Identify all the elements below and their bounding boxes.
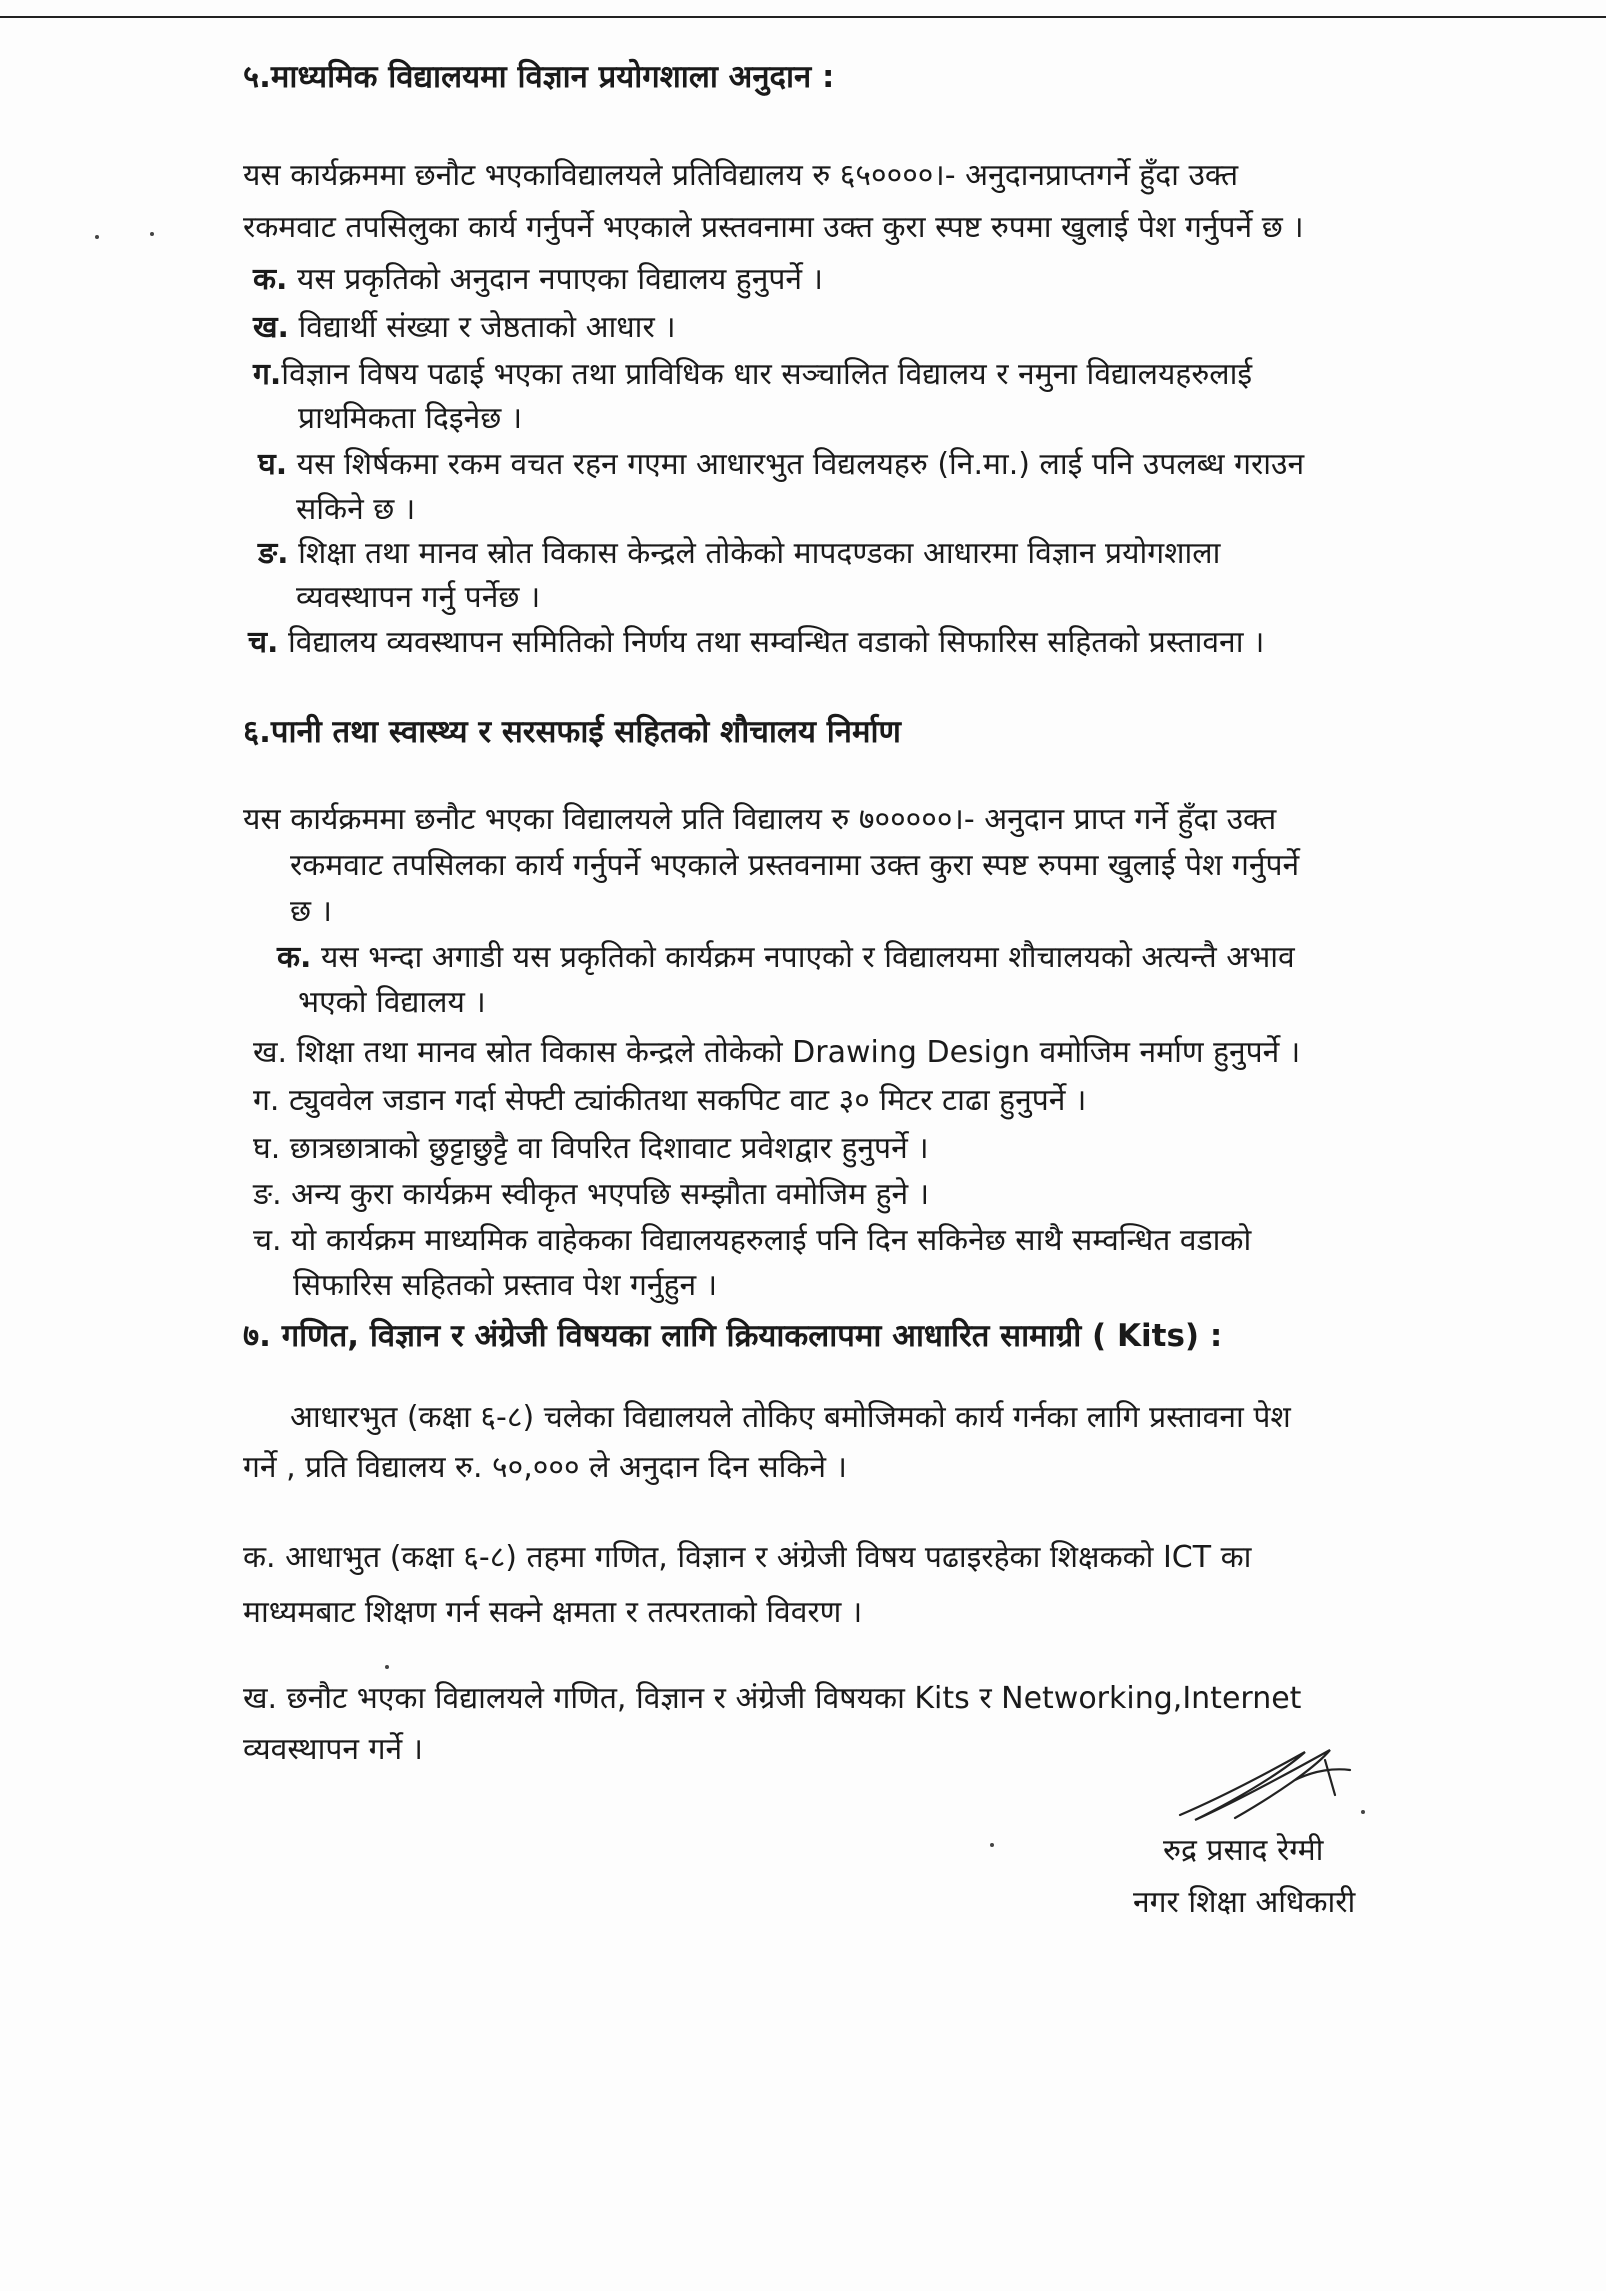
item-marker: क. <box>277 940 312 975</box>
signatory-title: नगर शिक्षा अधिकारी <box>1133 1885 1356 1920</box>
section-6-intro-line-2: रकमवाट तपसिलका कार्य गर्नुपर्ने भएकाले प्रस्तवनामा उक्त कुरा स्पष्ट रुपमा खुलाई पेश गर्नुपर्ने <box>290 848 1300 883</box>
scan-speck <box>1361 1810 1365 1814</box>
item-text: शिक्षा तथा मानव स्रोत विकास केन्द्रले तोकेको मापदण्डका आधारमा विज्ञान प्रयोगशाला <box>298 536 1221 571</box>
section-6-item-ka-cont: भएको विद्यालय । <box>298 985 486 1020</box>
item-text: विज्ञान विषय पढाई भएका तथा प्राविधिक धार सञ्चालित विद्यालय र नमुना विद्यालयहरुलाई <box>281 357 1253 392</box>
section-7-item-ka-cont: माध्यमबाट शिक्षण गर्न सक्ने क्षमता र तत्परताको विवरण । <box>243 1595 863 1630</box>
item-marker: ङ. <box>258 536 289 571</box>
section-7-intro-line-1: आधारभुत (कक्षा ६-८) चलेका विद्यालयले तोकिए बमोजिमको कार्य गर्नका लागि प्रस्तावना पेश <box>290 1400 1291 1435</box>
section-6-heading: ६.पानी तथा स्वास्थ्य र सरसफाई सहितको शौचालय निर्माण <box>243 714 901 750</box>
section-6-item-kha: ख. शिक्षा तथा मानव स्रोत विकास केन्द्रले तोकेको Drawing Design वमोजिम नर्माण हुनुपर्ने । <box>253 1035 1301 1070</box>
scan-speck <box>95 235 99 239</box>
section-5-item-gha <box>258 442 1304 488</box>
item-text: विद्यालय व्यवस्थापन समितिको निर्णय तथा सम्वन्धित वडाको सिफारिस सहितको प्रस्तावना । <box>288 625 1265 660</box>
section-6-item-cha-cont: सिफारिस सहितको प्रस्ताव पेश गर्नुहुन । <box>293 1268 718 1303</box>
section-5-item-ga <box>253 352 1252 398</box>
section-6-item-gha: घ. छात्रछात्राको छुट्टाछुट्टै वा विपरित दिशावाट प्रवेशद्वार हुनुपर्ने । <box>253 1131 929 1166</box>
section-5-item-gha-cont: सकिने छ । <box>296 492 416 527</box>
section-6-intro-line-3: छ । <box>290 894 332 929</box>
section-7-item-ka: क. आधाभुत (कक्षा ६-८) तहमा गणित, विज्ञान र अंग्रेजी विषय पढाइरहेका शिक्षकको ICT का <box>243 1540 1252 1575</box>
section-5-heading: ५.माध्यमिक विद्यालयमा विज्ञान प्रयोगशाला अनुदान : <box>243 59 835 95</box>
section-5-item-nga <box>258 531 1220 577</box>
section-6-item-ka <box>277 935 1295 981</box>
handwritten-signature <box>1175 1740 1375 1830</box>
item-text: यस शिर्षकमा रकम वचत रहन गएमा आधारभुत विद्यलयहरु (नि.मा.) लाई पनि उपलब्ध गराउन <box>296 447 1305 482</box>
item-marker: घ. <box>258 447 288 482</box>
section-7-item-kha: ख. छनौट भएका विद्यालयले गणित, विज्ञान र अंग्रेजी विषयका Kits र Networking,Internet <box>243 1681 1302 1716</box>
section-6-item-cha: च. यो कार्यक्रम माध्यमिक वाहेकका विद्यालयहरुलाई पनि दिन सकिनेछ साथै सम्वन्धित वडाको <box>253 1223 1252 1258</box>
section-5-item-cha <box>248 620 1264 666</box>
scan-speck <box>385 1665 389 1669</box>
section-7-heading: ७. गणित, विज्ञान र अंग्रेजी विषयका लागि क्रियाकलापमा आधारित सामाग्री ( Kits) : <box>243 1318 1223 1354</box>
item-marker: ग. <box>253 357 282 392</box>
scan-speck <box>150 232 154 236</box>
section-7-item-kha-cont: व्यवस्थापन गर्ने । <box>243 1732 424 1767</box>
section-5-intro-line-1: यस कार्यक्रममा छनौट भएकाविद्यालयले प्रतिविद्यालय रु ६५००००।- अनुदानप्राप्तगर्ने हुँदा उक्त <box>243 158 1239 193</box>
item-text: यस भन्दा अगाडी यस प्रकृतिको कार्यक्रम नपाएको र विद्यालयमा शौचालयको अत्यन्तै अभाव <box>320 940 1295 975</box>
section-5-intro-line-2: रकमवाट तपसिलुका कार्य गर्नुपर्ने भएकाले प्रस्तवनामा उक्त कुरा स्पष्ट रुपमा खुलाई पेश गर्नुपर्ने छ । <box>243 210 1304 245</box>
item-text: यस प्रकृतिको अनुदान नपाएका विद्यालय हुनुपर्ने । <box>296 262 823 297</box>
section-7-intro-line-2: गर्ने , प्रति विद्यालय रु. ५०,००० ले अनुदान दिन सकिने । <box>243 1450 847 1485</box>
item-marker: च. <box>248 625 279 660</box>
item-marker: क. <box>253 262 288 297</box>
section-5-item-ga-cont: प्राथमिकता दिइनेछ । <box>298 401 523 436</box>
signatory-name: रुद्र प्रसाद रेग्मी <box>1163 1833 1324 1868</box>
scan-speck <box>990 1843 994 1847</box>
section-6-intro-line-1: यस कार्यक्रममा छनौट भएका विद्यालयले प्रति विद्यालय रु ७०००००।- अनुदान प्राप्त गर्ने हुँदा उक्त <box>243 802 1277 837</box>
item-marker: ख. <box>253 310 289 345</box>
section-5-item-kha <box>253 305 676 351</box>
item-text: विद्यार्थी संख्या र जेष्ठताको आधार । <box>298 310 676 345</box>
section-6-item-ga: ग. ट्युववेल जडान गर्दा सेफ्टी ट्यांकीतथा सकपिट वाट ३० मिटर टाढा हुनुपर्ने । <box>253 1083 1087 1118</box>
section-6-item-nga: ङ. अन्य कुरा कार्यक्रम स्वीकृत भएपछि सम्झौता वमोजिम हुने । <box>253 1177 930 1212</box>
section-5-item-ka <box>253 257 823 303</box>
section-5-item-nga-cont: व्यवस्थापन गर्नु पर्नेछ । <box>296 580 541 615</box>
